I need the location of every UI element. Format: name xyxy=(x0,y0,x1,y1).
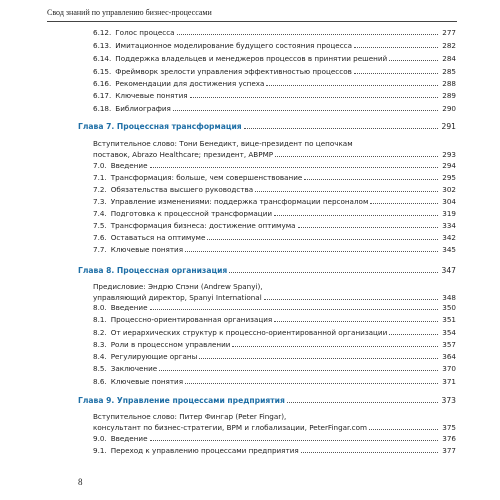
toc-entry xyxy=(93,340,456,349)
dot-leader xyxy=(266,85,438,86)
entry-title: Трансформация: больше, чем совершенствование xyxy=(110,173,303,182)
chapter-title: Глава 8. Процессная организация xyxy=(78,266,228,275)
entry-page: 357 xyxy=(442,340,456,349)
entry-page: 354 xyxy=(442,328,456,337)
foreword-line: Предисловие: Эндрю Спэни (Andrew Spanyi), xyxy=(93,282,263,291)
foreword-entry xyxy=(93,293,456,302)
chapter-heading xyxy=(78,122,456,132)
entry-page: 304 xyxy=(442,197,456,206)
toc-entry xyxy=(93,352,456,361)
entry-page: 294 xyxy=(442,161,456,170)
entry-page: 348 xyxy=(442,293,456,302)
dot-leader xyxy=(304,179,438,180)
entry-number: 7.7. xyxy=(93,245,107,254)
toc-entry xyxy=(93,104,456,113)
dot-leader xyxy=(275,156,438,157)
toc-entry xyxy=(93,41,456,50)
entry-page: 289 xyxy=(442,91,456,100)
dot-leader xyxy=(150,309,439,310)
chapter-page: 291 xyxy=(441,122,456,131)
entry-title: Имитационное моделирование будущего состояния процесса xyxy=(115,41,353,50)
foreword-line: Вступительное слово: Тони Бенедикт, вице-президент по цепочкам xyxy=(93,139,353,148)
page-number: 8 xyxy=(78,477,83,487)
entry-title: Роли в процессном управлении xyxy=(110,340,231,349)
entry-number: 8.5. xyxy=(93,364,107,373)
entry-page: 302 xyxy=(442,185,456,194)
entry-number: 6.18. xyxy=(93,104,112,113)
toc-entry xyxy=(93,446,456,455)
entry-page: 345 xyxy=(442,245,456,254)
entry-page: 370 xyxy=(442,364,456,373)
entry-number: 6.16. xyxy=(93,79,112,88)
entry-page: 376 xyxy=(442,434,456,443)
entry-number: 6.14. xyxy=(93,54,112,63)
toc-entry xyxy=(93,328,456,337)
dot-leader xyxy=(298,227,438,228)
toc-entry xyxy=(93,303,456,312)
toc-entry xyxy=(93,221,456,230)
entry-page: 290 xyxy=(442,104,456,113)
entry-number: 7.3. xyxy=(93,197,107,206)
chapter-heading xyxy=(78,266,456,276)
entry-page: 319 xyxy=(442,209,456,218)
chapter-heading xyxy=(78,396,456,406)
entry-title: От иерархических структур к процессно-ориентированной организации xyxy=(110,328,388,337)
toc-entry xyxy=(93,377,456,386)
dot-leader xyxy=(159,370,438,371)
entry-page: 282 xyxy=(442,41,456,50)
dot-leader xyxy=(190,97,438,98)
dot-leader xyxy=(173,110,438,111)
entry-page: 377 xyxy=(442,446,456,455)
entry-page: 334 xyxy=(442,221,456,230)
entry-page: 371 xyxy=(442,377,456,386)
entry-number: 8.3. xyxy=(93,340,107,349)
toc-entry xyxy=(93,79,456,88)
running-header: Свод знаний по управлению бизнес-процессами xyxy=(47,8,212,17)
entry-number: 9.0. xyxy=(93,434,107,443)
toc-entry xyxy=(93,173,456,182)
entry-number: 7.0. xyxy=(93,161,107,170)
entry-title: Ключевые понятия xyxy=(115,91,188,100)
dot-leader xyxy=(199,358,438,359)
entry-page: 285 xyxy=(442,67,456,76)
dot-leader xyxy=(264,299,438,300)
dot-leader xyxy=(207,239,438,240)
entry-title: Введение xyxy=(110,434,148,443)
dot-leader xyxy=(177,34,438,35)
entry-page: 295 xyxy=(442,173,456,182)
toc-entry xyxy=(93,209,456,218)
entry-title: Ключевые понятия xyxy=(110,377,184,386)
dot-leader xyxy=(185,383,438,384)
dot-leader xyxy=(232,346,438,347)
entry-number: 8.1. xyxy=(93,315,107,324)
foreword-line: Вступительное слово: Питер Фингар (Peter Fingar), xyxy=(93,412,287,421)
chapter-title: Глава 7. Процессная трансформация xyxy=(78,122,242,131)
toc-entry xyxy=(93,28,456,37)
dot-leader xyxy=(389,60,438,61)
foreword-entry xyxy=(93,423,456,432)
chapter-title: Глава 9. Управление процессами предприятия xyxy=(78,396,285,405)
dot-leader xyxy=(389,334,438,335)
toc-entry xyxy=(93,54,456,63)
entry-number: 8.6. xyxy=(93,377,107,386)
dot-leader xyxy=(370,203,438,204)
entry-title: Голос процесса xyxy=(115,28,175,37)
entry-page: 375 xyxy=(442,423,456,432)
entry-page: 284 xyxy=(442,54,456,63)
entry-number: 6.13. xyxy=(93,41,112,50)
entry-number: 8.2. xyxy=(93,328,107,337)
entry-page: 277 xyxy=(442,28,456,37)
entry-title: Обязательства высшего руководства xyxy=(110,185,254,194)
toc-entry xyxy=(93,161,456,170)
header-rule xyxy=(47,21,457,22)
dot-leader xyxy=(185,251,438,252)
entry-title: Библиография xyxy=(115,104,171,113)
entry-title: Регулирующие органы xyxy=(110,352,198,361)
dot-leader xyxy=(354,73,438,74)
toc-entry xyxy=(93,245,456,254)
entry-page: 364 xyxy=(442,352,456,361)
entry-title: Управление изменениями: поддержка трансформации персоналом xyxy=(110,197,369,206)
dot-leader xyxy=(287,402,438,403)
entry-title: Введение xyxy=(110,303,148,312)
entry-number: 8.0. xyxy=(93,303,107,312)
toc-entry xyxy=(93,67,456,76)
toc-entry xyxy=(93,233,456,242)
entry-page: 293 xyxy=(442,150,456,159)
dot-leader xyxy=(274,321,438,322)
entry-title: Оставаться на оптимуме xyxy=(110,233,206,242)
entry-title: Введение xyxy=(110,161,148,170)
entry-page: 351 xyxy=(442,315,456,324)
foreword-line: поставок, Abrazo Healthcare; президент, ABPMP xyxy=(93,150,274,159)
toc-entry xyxy=(93,434,456,443)
entry-number: 7.1. xyxy=(93,173,107,182)
entry-title: Переход к управлению процессами предприятия xyxy=(110,446,299,455)
entry-title: Рекомендации для достижения успеха xyxy=(115,79,265,88)
chapter-page: 373 xyxy=(441,396,456,405)
entry-number: 6.15. xyxy=(93,67,112,76)
dot-leader xyxy=(229,272,438,273)
entry-number: 7.5. xyxy=(93,221,107,230)
entry-title: Трансформация бизнеса: достижение оптимума xyxy=(110,221,296,230)
toc-entry xyxy=(93,197,456,206)
dot-leader xyxy=(255,191,438,192)
entry-number: 8.4. xyxy=(93,352,107,361)
dot-leader xyxy=(244,128,438,129)
dot-leader xyxy=(301,452,438,453)
foreword-line: управляющий директор, Spanyi International xyxy=(93,293,262,302)
entry-number: 6.17. xyxy=(93,91,112,100)
entry-number: 7.2. xyxy=(93,185,107,194)
toc-entry xyxy=(93,185,456,194)
entry-number: 6.12. xyxy=(93,28,112,37)
toc-entry xyxy=(93,91,456,100)
chapter-page: 347 xyxy=(441,266,456,275)
dot-leader xyxy=(150,440,439,441)
entry-title: Фреймворк зрелости управления эффективностью процессов xyxy=(115,67,352,76)
dot-leader xyxy=(150,167,439,168)
entry-number: 9.1. xyxy=(93,446,107,455)
dot-leader xyxy=(369,429,438,430)
entry-page: 288 xyxy=(442,79,456,88)
entry-title: Заключение xyxy=(110,364,158,373)
toc-entry xyxy=(93,315,456,324)
entry-number: 7.6. xyxy=(93,233,107,242)
entry-title: Ключевые понятия xyxy=(110,245,184,254)
entry-title: Поддержка владельцев и менеджеров процессов в принятии решений xyxy=(115,54,388,63)
foreword-line: консультант по бизнес-стратегии, BPM и глобализации, PeterFingar.com xyxy=(93,423,367,432)
toc-entry xyxy=(93,364,456,373)
dot-leader xyxy=(354,47,438,48)
entry-page: 342 xyxy=(442,233,456,242)
entry-title: Процессно-ориентированная организация xyxy=(110,315,273,324)
dot-leader xyxy=(274,215,438,216)
entry-number: 7.4. xyxy=(93,209,107,218)
entry-title: Подготовка к процессной трансформации xyxy=(110,209,273,218)
entry-page: 350 xyxy=(442,303,456,312)
foreword-entry xyxy=(93,150,456,159)
